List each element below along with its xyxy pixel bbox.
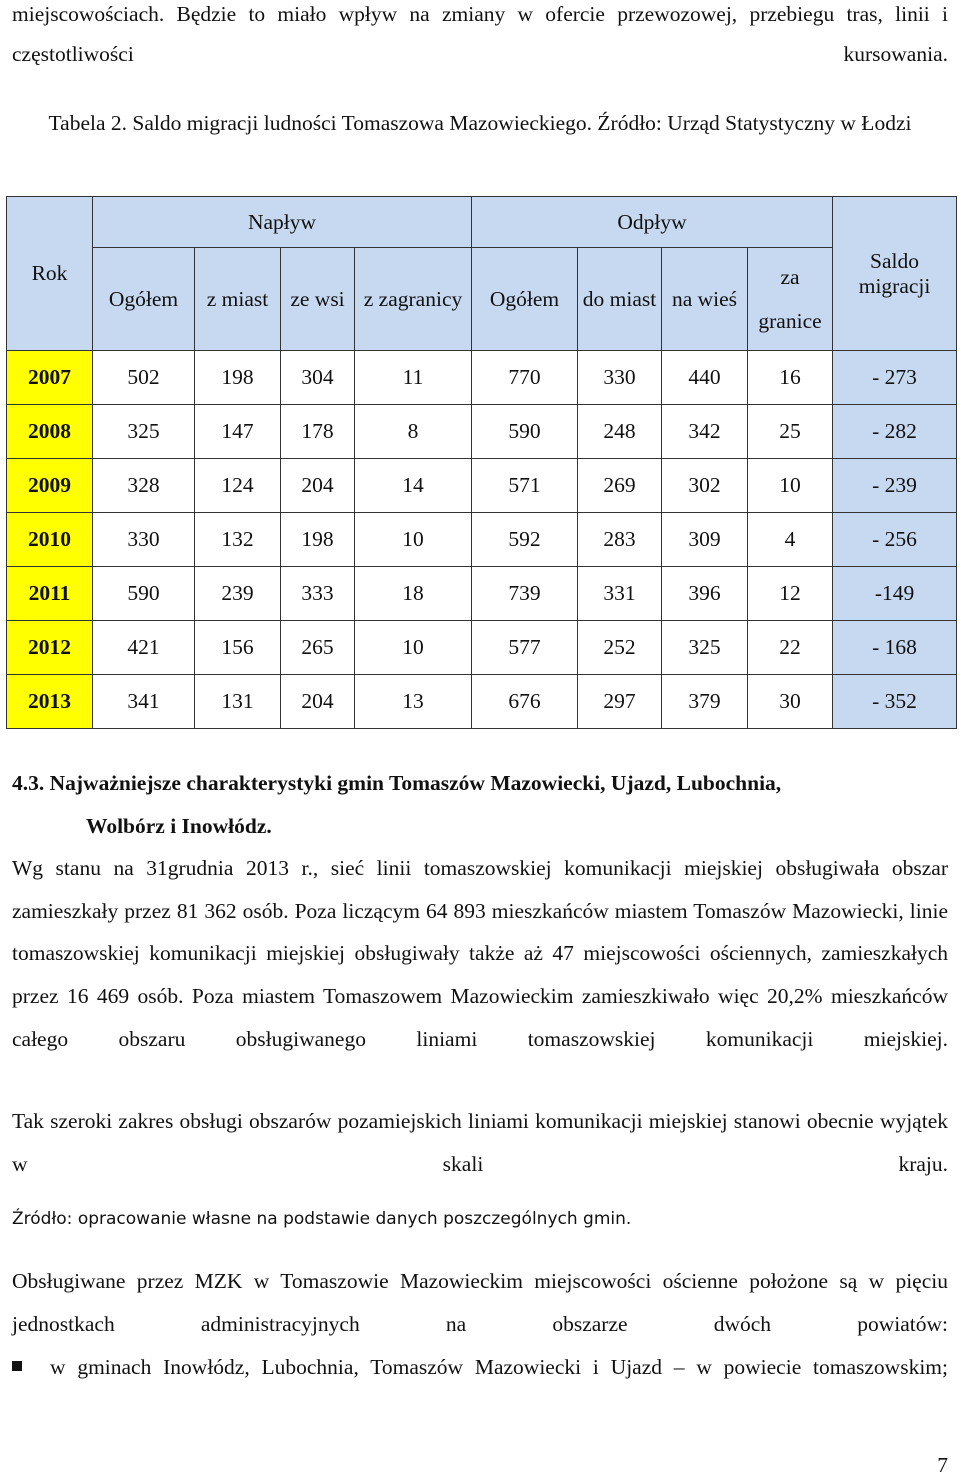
saldo-cell: - 282: [833, 405, 957, 459]
value-cell: 577: [472, 621, 578, 675]
table-body: [7, 351, 957, 729]
served-paragraph: Obsługiwane przez MZK w Tomaszowie Mazowieckim miejscowości ościenne położone są w pięciu jednostkach administracyjnych na obszarze dwóch powiatów:: [12, 1269, 948, 1336]
value-cell: 590: [93, 567, 195, 621]
top-paragraph: miejscowościach. Będzie to miało wpływ na zmiany w ofercie przewozowej, przebiegu tras, linii i częstotliwości kursowania.: [12, 2, 948, 66]
value-cell: 124: [195, 459, 281, 513]
value-cell: 342: [662, 405, 748, 459]
table-row: [7, 621, 957, 675]
value-cell: 325: [93, 405, 195, 459]
table-row: [7, 513, 957, 567]
saldo-cell: - 168: [833, 621, 957, 675]
value-cell: 239: [195, 567, 281, 621]
table-row: [7, 675, 957, 729]
value-cell: 248: [578, 405, 662, 459]
year-cell: 2013: [7, 675, 93, 729]
saldo-cell: - 273: [833, 351, 957, 405]
value-cell: 8: [355, 405, 472, 459]
year-cell: 2007: [7, 351, 93, 405]
value-cell: 4: [748, 513, 833, 567]
value-cell: 10: [748, 459, 833, 513]
header-inflow-from-villages: ze wsi: [281, 248, 355, 351]
year-cell: 2012: [7, 621, 93, 675]
saldo-cell: - 256: [833, 513, 957, 567]
header-outflow-to-villages: na wieś: [662, 248, 748, 351]
value-cell: 341: [93, 675, 195, 729]
value-cell: 204: [281, 459, 355, 513]
value-cell: 304: [281, 351, 355, 405]
value-cell: 252: [578, 621, 662, 675]
value-cell: 10: [355, 513, 472, 567]
value-cell: 502: [93, 351, 195, 405]
value-cell: 396: [662, 567, 748, 621]
table-row: [7, 351, 957, 405]
table-row: [7, 567, 957, 621]
body-paragraph: Wg stanu na 31grudnia 2013 r., sieć linii tomaszowskiej komunikacji miejskiej obsługiwała obszar zamieszkały przez 81 362 osób. Poza liczącym 64 893 mieszkańców miastem Tomaszów Mazowiecki, linie tomaszowskiej komunikacji miejskiej obsługiwały także aż 47 miejscowości ościennych, zamieszkałych przez 16 469 osób. Poza miastem Tomaszowem Mazowieckim zamieszkiwało więc 20,2% mieszkańców całego obszaru obsługiwanego liniami tomaszowskiej komunikacji miejskiej.: [12, 856, 948, 1051]
header-inflow-from-cities: z miast: [195, 248, 281, 351]
saldo-cell: -149: [833, 567, 957, 621]
value-cell: 302: [662, 459, 748, 513]
table-row: [7, 459, 957, 513]
value-cell: 156: [195, 621, 281, 675]
value-cell: 297: [578, 675, 662, 729]
body-paragraph-2: Tak szeroki zakres obsługi obszarów pozamiejskich liniami komunikacji miejskiej stanowi obecnie wyjątek w skali kraju.: [12, 1109, 948, 1176]
header-inflow-group: Napływ: [93, 197, 472, 248]
value-cell: 30: [748, 675, 833, 729]
header-outflow-total: Ogółem: [472, 248, 578, 351]
value-cell: 325: [662, 621, 748, 675]
header-outflow-abroad: za granice: [748, 248, 833, 351]
value-cell: 739: [472, 567, 578, 621]
value-cell: 132: [195, 513, 281, 567]
saldo-cell: - 352: [833, 675, 957, 729]
list-item: w gminach Inowłódz, Lubochnia, Tomaszów Mazowiecki i Ujazd – w powiecie tomaszowskim;: [50, 1355, 948, 1379]
value-cell: 198: [195, 351, 281, 405]
value-cell: 330: [93, 513, 195, 567]
value-cell: 590: [472, 405, 578, 459]
value-cell: 676: [472, 675, 578, 729]
header-saldo: Saldo migracji: [833, 197, 957, 351]
value-cell: 333: [281, 567, 355, 621]
value-cell: 13: [355, 675, 472, 729]
value-cell: 147: [195, 405, 281, 459]
value-cell: 204: [281, 675, 355, 729]
value-cell: 571: [472, 459, 578, 513]
section-heading: 4.3. Najważniejsze charakterystyki gmin Tomaszów Mazowiecki, Ujazd, Lubochnia,: [12, 771, 782, 795]
value-cell: 269: [578, 459, 662, 513]
value-cell: 25: [748, 405, 833, 459]
header-outflow-to-cities: do miast: [578, 248, 662, 351]
migration-table: [6, 196, 957, 729]
section-heading-continued: Wolbórz i Inowłódz.: [86, 814, 272, 838]
value-cell: 10: [355, 621, 472, 675]
year-cell: 2008: [7, 405, 93, 459]
page-number: 7: [937, 1453, 948, 1477]
table-caption: Tabela 2. Saldo migracji ludności Tomaszowa Mazowieckiego. Źródło: Urząd Statystyczny w Łodzi: [48, 111, 912, 135]
value-cell: 592: [472, 513, 578, 567]
value-cell: 309: [662, 513, 748, 567]
value-cell: 283: [578, 513, 662, 567]
year-cell: 2009: [7, 459, 93, 513]
value-cell: 198: [281, 513, 355, 567]
value-cell: 16: [748, 351, 833, 405]
value-cell: 421: [93, 621, 195, 675]
value-cell: 178: [281, 405, 355, 459]
year-cell: 2010: [7, 513, 93, 567]
value-cell: 18: [355, 567, 472, 621]
header-outflow-group: Odpływ: [472, 197, 833, 248]
value-cell: 328: [93, 459, 195, 513]
value-cell: 440: [662, 351, 748, 405]
value-cell: 11: [355, 351, 472, 405]
value-cell: 12: [748, 567, 833, 621]
value-cell: 331: [578, 567, 662, 621]
value-cell: 265: [281, 621, 355, 675]
value-cell: 330: [578, 351, 662, 405]
value-cell: 770: [472, 351, 578, 405]
source-note: Źródło: opracowanie własne na podstawie danych poszczególnych gmin.: [12, 1209, 632, 1229]
value-cell: 14: [355, 459, 472, 513]
header-inflow-total: Ogółem: [93, 248, 195, 351]
square-bullet-icon: [12, 1361, 22, 1371]
header-year: Rok: [7, 197, 93, 351]
value-cell: 22: [748, 621, 833, 675]
year-cell: 2011: [7, 567, 93, 621]
header-inflow-from-abroad: z zagranicy: [355, 248, 472, 351]
table-row: [7, 405, 957, 459]
value-cell: 131: [195, 675, 281, 729]
value-cell: 379: [662, 675, 748, 729]
saldo-cell: - 239: [833, 459, 957, 513]
